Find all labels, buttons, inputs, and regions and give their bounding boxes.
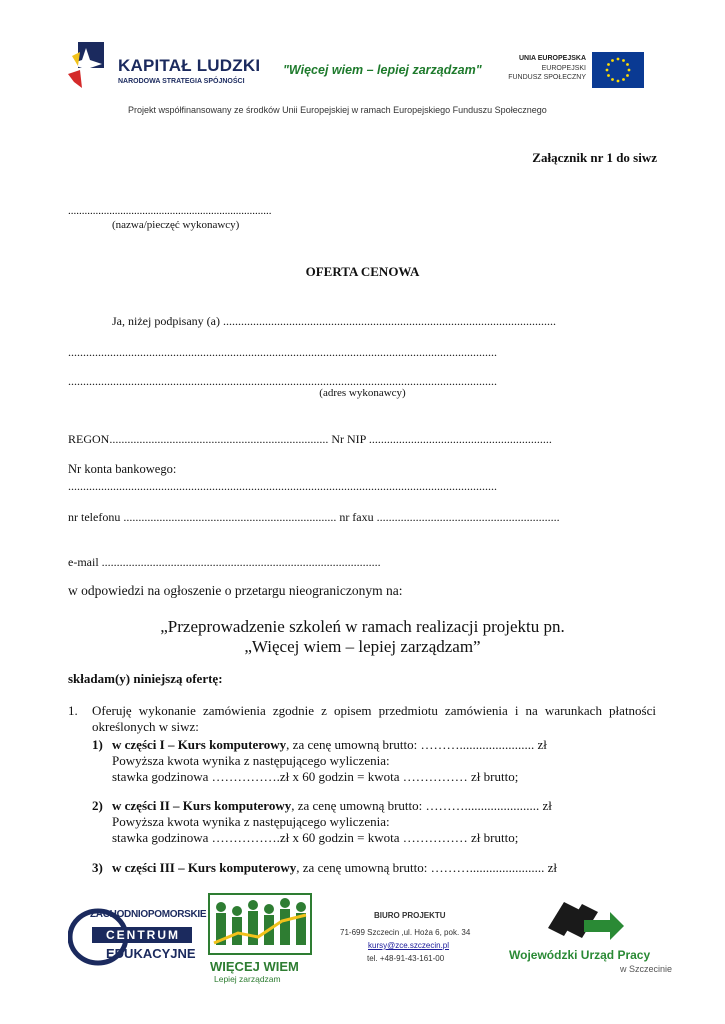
offer-item-price: , za cenę umowną brutto: ………....................... zł	[296, 860, 557, 875]
offer-item-number: 1)	[92, 737, 103, 752]
zce-line1: ZACHODNIOPOMORSKIE	[90, 909, 207, 920]
wup-logo-icon	[544, 898, 624, 942]
offer-item-price: , za cenę umowną brutto: ………....................... zł	[291, 798, 552, 813]
offer-item-number: 3)	[92, 860, 103, 875]
eu-label-line2: EUROPEJSKI	[541, 65, 586, 72]
project-office-title: BIURO PROJEKTU	[374, 911, 446, 920]
email-line: e-mail .............................................................................................	[68, 555, 381, 569]
kapital-ludzki-logo-icon	[68, 42, 106, 90]
project-slogan: "Więcej wiem – lepiej zarządzam"	[283, 63, 482, 77]
eu-label-line1: UNIA EUROPEJSKA	[518, 55, 586, 62]
project-office-email[interactable]: kursy@zce.szczecin.pl	[368, 941, 450, 950]
paragraph-text: Oferuję wykonanie zamówienia zgodnie z opisem przedmiotu zamówienia i na warunkach płatności określonych w siwz:	[92, 703, 656, 734]
offer-item-part: w części II – Kurs komputerowy	[112, 798, 292, 813]
offer-item-2	[92, 798, 552, 814]
offer-item-1	[92, 737, 547, 753]
wiw-line2: Lepiej zarządzam	[214, 974, 281, 984]
tender-title-line2: „Więcej wiem – lepiej zarządzam”	[244, 637, 481, 656]
wup-city: w Szczecinie	[620, 964, 673, 974]
offer-item-1-rate: stawka godzinowa …………….zł x 60 godzin = kwota …………… zł brutto;	[112, 769, 519, 784]
bank-account-label: Nr konta bankowego:	[68, 462, 177, 476]
attachment-label: Załącznik nr 1 do siwz	[532, 150, 657, 165]
paragraph-number: 1.	[68, 703, 78, 718]
address-caption: (adres wykonawcy)	[319, 387, 406, 399]
zce-logo	[68, 905, 207, 967]
zce-line2: CENTRUM	[106, 928, 180, 942]
regon-nip-line: REGON......................................................................... Nr NIP .............................................................	[68, 432, 552, 446]
response-line: w odpowiedzi na ogłoszenie o przetargu nieograniczonym na:	[68, 583, 403, 598]
wup-name: Wojewódzki Urząd Pracy	[509, 948, 651, 962]
people-chart-icon	[208, 893, 312, 955]
offer-item-price: , za cenę umowną brutto: ………....................... zł	[286, 737, 547, 752]
tender-title-line1: „Przeprowadzenie szkoleń w ramach realizacji projektu pn.	[160, 617, 565, 636]
wiecej-wiem-logo	[208, 893, 312, 983]
address-dots-1: ...............................................................................................................................................	[68, 345, 497, 359]
wiw-line1: WIĘCEJ WIEM	[210, 959, 299, 974]
document-title: OFERTA CENOWA	[305, 264, 420, 279]
phone-fax-line: nr telefonu ....................................................................... nr faxu .............................................................	[68, 510, 560, 524]
offer-item-number: 2)	[92, 798, 103, 813]
contractor-caption: (nazwa/pieczęć wykonawcy)	[112, 219, 240, 231]
offer-item-2-rate: stawka godzinowa …………….zł x 60 godzin = kwota …………… zł brutto;	[112, 830, 519, 845]
cofinancing-note: Projekt współfinansowany ze środków Unii Europejskiej w ramach Europejskiego Funduszu Społecznego	[128, 105, 547, 115]
address-dots-2: ...............................................................................................................................................	[68, 374, 497, 388]
signed-line: Ja, niżej podpisany (a) ...............................................................................................................	[112, 314, 556, 328]
offer-item-3	[92, 860, 557, 876]
kapital-ludzki-title: KAPITAŁ LUDZKI	[118, 56, 261, 75]
offer-item-part: w części III – Kurs komputerowy	[112, 860, 297, 875]
eu-flag-icon	[592, 52, 644, 88]
submit-offer-line: składam(y) niniejszą ofertę:	[68, 671, 223, 686]
contractor-dots: ..........................................................................	[68, 205, 272, 217]
zce-line3: EDUKACYJNE	[106, 946, 196, 961]
offer-item-1-calc-note: Powyższa kwota wynika z następującego wyliczenia:	[112, 753, 390, 768]
eu-label-line3: FUNDUSZ SPOŁECZNY	[508, 74, 586, 81]
offer-item-part: w części I – Kurs komputerowy	[112, 737, 287, 752]
project-office-address: 71-699 Szczecin ,ul. Hoża 6, pok. 34	[340, 928, 471, 937]
kapital-ludzki-subtitle: NARODOWA STRATEGIA SPÓJNOŚCI	[118, 78, 245, 85]
project-office-phone: tel. +48-91-43-161-00	[367, 954, 445, 963]
offer-item-2-calc-note: Powyższa kwota wynika z następującego wyliczenia:	[112, 814, 390, 829]
bank-account-dots: ...............................................................................................................................................	[68, 479, 497, 493]
